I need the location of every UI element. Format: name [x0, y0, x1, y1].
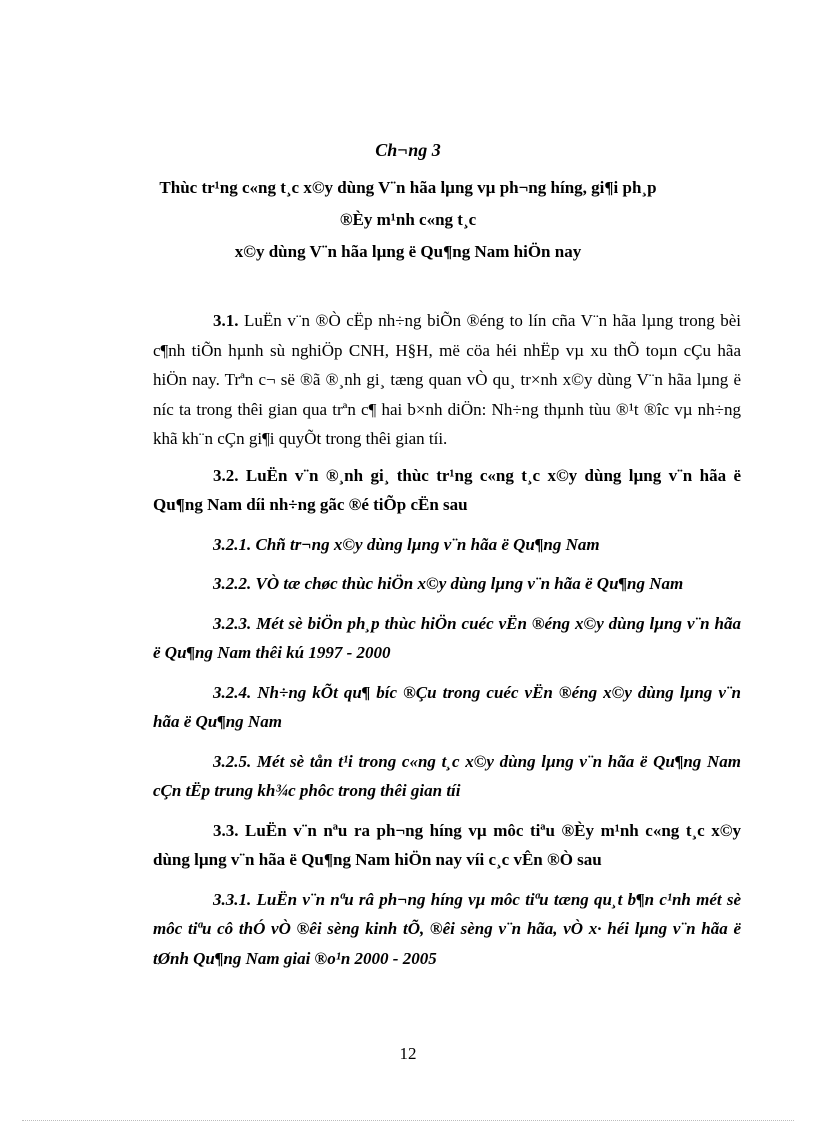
title-line-2: ®Èy m¹nh c«ng t¸c [339, 210, 477, 229]
title-line-3: x©y dùng V¨n hãa lµng ë Qu¶ng Nam hiÖn nay [234, 242, 582, 261]
title-line-1: Thùc tr¹ng c«ng t¸c x©y dùng V¨n hãa lµng vµ ph¬ng híng, gi¶i ph¸p [159, 178, 657, 197]
subsection-3-3-1: 3.3.1. LuËn v¨n nªu râ ph¬ng híng vµ môc tiªu tæng qu¸t b¶n c¹nh mét sè môc tiªu cô thÓ vÒ ®êi sèng kinh tÕ, ®êi sèng v¨n hãa, vÒ x· héi lµng v¨n hãa ë tØnh Qu¶ng Nam giai ®o¹n 2000 - 2005 [153, 889, 741, 968]
subsection-3-2-1: 3.2.1. Chñ tr¬ng x©y dùng lµng v¨n hãa ë Qu¶ng Nam [213, 534, 600, 554]
page-number: 12 [399, 1044, 417, 1063]
subsection-3-2-4: 3.2.4. Nh÷ng kÕt qu¶ bíc ®Çu trong cuéc vËn ®éng x©y dùng lµng v¨n hãa ë Qu¶ng Nam [153, 682, 741, 731]
chapter-heading: Ch¬ng 3 [375, 140, 441, 160]
paragraph-text: LuËn v¨n ®Ò cËp nh÷ng biÕn ®éng to lín cña V¨n hãa lµng trong bèi c¶nh tiÕn hµnh sù nghiÖp CNH, H§H, më cöa héi nhËp vµ xu thÕ toµn cÇu hãa hiÖn nay. Trªn c¬ së ®ã ®¸nh gi¸ tæng quan vÒ qu¸ tr×nh x©y dùng V¨n hãa lµng ë níc ta trong thêi gian qua trªn c¶ hai b×nh diÖn: Nh÷ng thµnh tùu ®¹t ®îc vµ nh÷ng khã kh¨n cÇn gi¶i quyÕt trong thêi gian tíi. [153, 311, 741, 448]
page-bottom-divider [22, 1120, 794, 1121]
chapter-title [100, 172, 716, 268]
paragraph-3-1 [153, 306, 741, 454]
paragraph-3-3: 3.3. LuËn v¨n nªu ra ph¬ng híng vµ môc tiªu ®Èy m¹nh c«ng t¸c x©y dùng lµng v¨n hãa ë Qu¶ng Nam hiÖn nay víi c¸c vÊn ®Ò sau [153, 820, 741, 869]
document-body [153, 306, 741, 983]
section-number: 3.1. [213, 311, 239, 330]
paragraph-3-2: 3.2. LuËn v¨n ®¸nh gi¸ thùc tr¹ng c«ng t¸c x©y dùng lµng v¨n hãa ë Qu¶ng Nam díi nh÷ng gãc ®é tiÕp cËn sau [153, 465, 741, 514]
subsection-3-2-2: 3.2.2. VÒ tæ chøc thùc hiÖn x©y dùng lµng v¨n hãa ë Qu¶ng Nam [213, 574, 684, 593]
subsection-3-2-3: 3.2.3. Mét sè biÖn ph¸p thùc hiÖn cuéc vËn ®éng x©y dùng lµng v¨n hãa ë Qu¶ng Nam thêi kú 1997 - 2000 [153, 613, 741, 662]
subsection-3-2-5: 3.2.5. Mét sè tån t¹i trong c«ng t¸c x©y dùng lµng v¨n hãa ë Qu¶ng Nam cÇn tËp trung kh¾c phôc trong thêi gian tíi [153, 751, 741, 800]
